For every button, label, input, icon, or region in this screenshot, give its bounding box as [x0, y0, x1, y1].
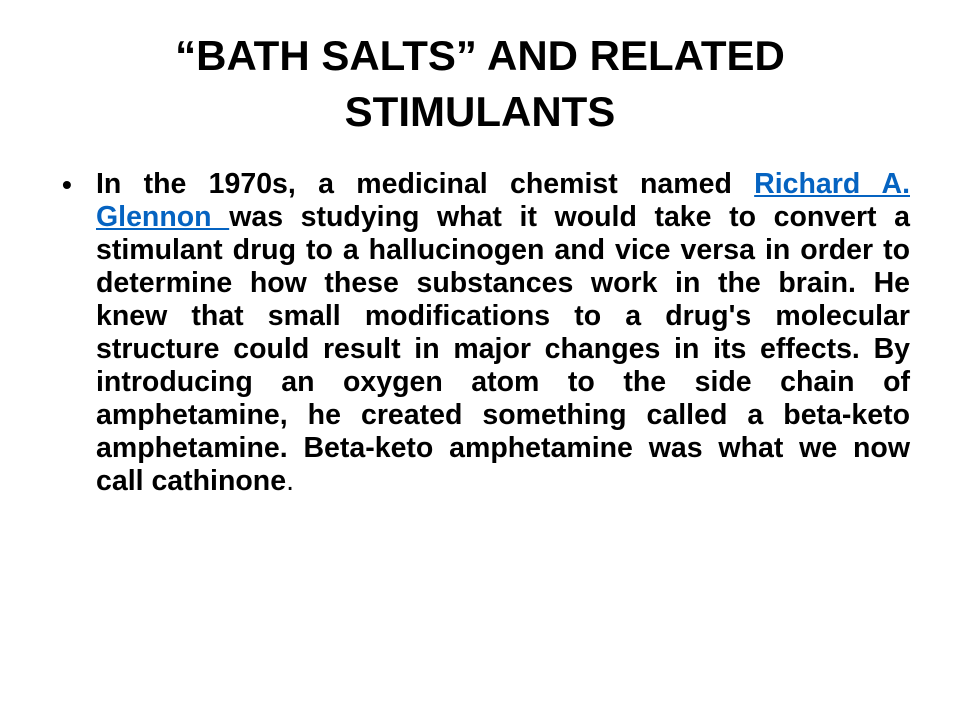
- slide-title: “BATH SALTS” AND RELATED STIMULANTS: [175, 32, 785, 135]
- richard-glennon-link[interactable]: Richard A. Glennon: [96, 168, 910, 233]
- paragraph-text-start: In the 1970s, a medicinal chemist named: [96, 168, 755, 200]
- slide-body: [62, 168, 910, 498]
- paragraph-period: .: [286, 465, 294, 497]
- bullet-icon: •: [62, 169, 72, 200]
- paragraph-text-end: was studying what it would take to convert a stimulant drug to a hallucinogen and vice versa in order to determine how these substances work in the brain. He knew that small modifications to a drug's molecular structure could result in major changes in its effects. By introducing an oxygen atom to the side chain of amphetamine, he created something called a beta-keto amphetamine. Beta-keto amphetamine was what we now call cathinone: [96, 201, 911, 497]
- bullet-paragraph: [62, 168, 910, 498]
